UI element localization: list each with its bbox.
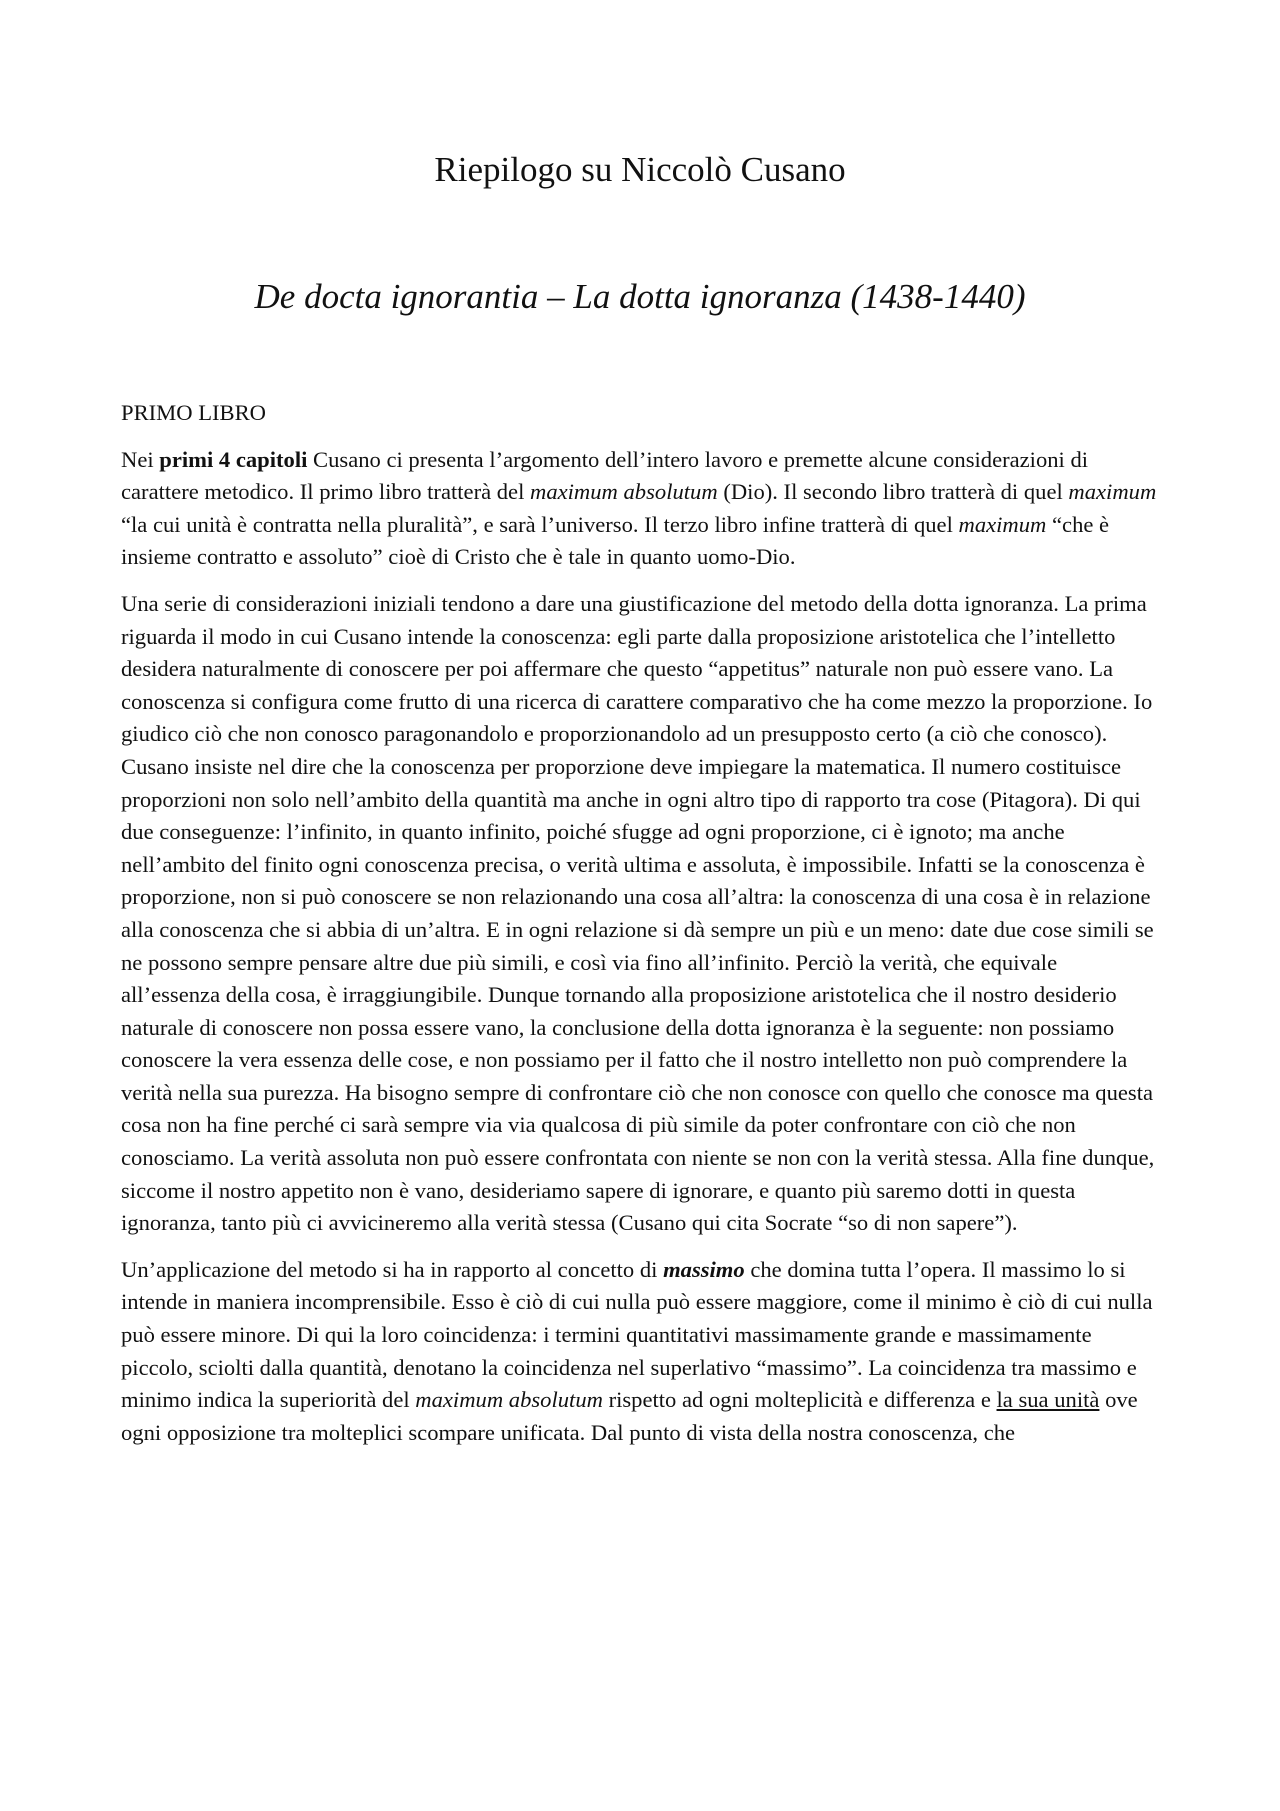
paragraph-1-text-e: (Dio). Il secondo libro tratterà di quel <box>717 479 1069 505</box>
paragraph-3 <box>121 1254 1161 1450</box>
paragraph-3-text-a: Un’applicazione del metodo si ha in rapporto al concetto di <box>121 1256 664 1282</box>
paragraph-3-text-g: ove ogni opposizione tra molteplici scompare unificata. Dal punto di vista della nostra conoscenza, che <box>121 1387 1138 1445</box>
document-body <box>121 397 1161 1463</box>
paragraph-1-text-i: “che è insieme contratto e assoluto” cioè di Cristo che è tale in quanto uomo-Dio. <box>121 511 1110 570</box>
section-label: PRIMO LIBRO <box>121 400 266 425</box>
paragraph-3-text-e: rispetto ad ogni molteplicità e differenza e <box>602 1387 997 1413</box>
paragraph-1-bold-phrase: primi 4 capitoli <box>159 446 308 472</box>
paragraph-3-bold-italic-massimo: massimo <box>663 1256 745 1282</box>
paragraph-1-italic-maximum-absolutum: maximum absolutum <box>530 479 718 505</box>
paragraph-1-text-g: “la cui unità è contratta nella pluralità”, e sarà l’universo. Il terzo libro infine tratterà di quel <box>121 511 959 537</box>
paragraph-1-italic-maximum-1: maximum <box>1068 479 1157 505</box>
paragraph-2: Una serie di considerazioni iniziali tendono a dare una giustificazione del metodo della dotta ignoranza. La prima riguarda il modo in cui Cusano intende la conoscenza: egli parte dalla proposizione aristotelica che l’intelletto desidera naturalmente di conoscere per poi affermare che questo “appetitus” naturale non può essere vano. La conoscenza si configura come frutto di una ricerca di carattere comparativo che ha come mezzo la proporzione. Io giudico ciò che non conosco paragonandolo e proporzionandolo ad un presupposto certo (a ciò che conosco). Cusano insiste nel dire che la conoscenza per proporzione deve impiegare la matematica. Il numero costituisce proporzioni non solo nell’ambito della quantità ma anche in ogni altro tipo di rapporto tra cose (Pitagora). Di qui due conseguenze: l’infinito, in quanto infinito, poiché sfugge ad ogni proporzione, ci è ignoto; ma anche nell’ambito del finito ogni conoscenza precisa, o verità ultima e assoluta, è impossibile. Infatti se la conoscenza è proporzione, non si può conoscere se non relazionando una cosa all’altra: la conoscenza di una cosa è in relazione alla conoscenza che si abbia di un’altra. E in ogni relazione si dà sempre un più e un meno: date due cose simili se ne possono sempre pensare altre due più simili, e così via fino all’infinito. Perciò la verità, che equivale all’essenza della cosa, è irraggiungibile. Dunque tornando alla proposizione aristotelica che il nostro desiderio naturale di conoscere non possa essere vano, la conclusione della dotta ignoranza è la seguente: non possiamo conoscere la vera essenza delle cose, e non possiamo per il fatto che il nostro intelletto non può comprendere la verità nella sua purezza. Ha bisogno sempre di confrontare ciò che non conosce con quello che conosce ma questa cosa non ha fine perché ci sarà sempre via via qualcosa di più simile da poter confrontare con ciò che non conosciamo. La verità assoluta non può essere confrontata con niente se non con la verità stessa. Alla fine dunque, siccome il nostro appetito non è vano, desideriamo sapere di ignorare, e quanto più saremo dotti in questa ignoranza, tanto più ci avvicineremo alla verità stessa (Cusano qui cita Socrate “so di non sapere”). <box>121 590 1155 1236</box>
paragraph-3-text-c: che domina tutta l’opera. Il massimo lo si intende in maniera incomprensibile. Esso è ciò di cui nulla può essere maggiore, come il minimo è ciò di cui nulla può essere minore. Di qui la loro coincidenza: i termini quantitativi massimamente grande e massimamente piccolo, sciolti dalla quantità, denotano la coincidenza nel superlativo “massimo”. La coincidenza tra massimo e minimo indica la superiorità del <box>121 1256 1153 1413</box>
document-title: Riepilogo su Niccolò Cusano <box>434 150 846 189</box>
paragraph-1-text-a: Nei <box>121 446 160 472</box>
paragraph-1-text-c: Cusano ci presenta l’argomento dell’intero lavoro e premette alcune considerazioni di carattere metodico. Il primo libro tratterà del <box>121 446 1089 505</box>
paragraph-1-italic-maximum-2: maximum <box>958 511 1047 537</box>
document-subtitle: De docta ignorantia – La dotta ignoranza (1438-1440) <box>254 277 1026 316</box>
paragraph-1 <box>121 444 1161 574</box>
paragraph-3-italic-maximum-absolutum: maximum absolutum <box>415 1387 603 1413</box>
paragraph-3-underlined-phrase: la sua unità <box>996 1387 1100 1413</box>
